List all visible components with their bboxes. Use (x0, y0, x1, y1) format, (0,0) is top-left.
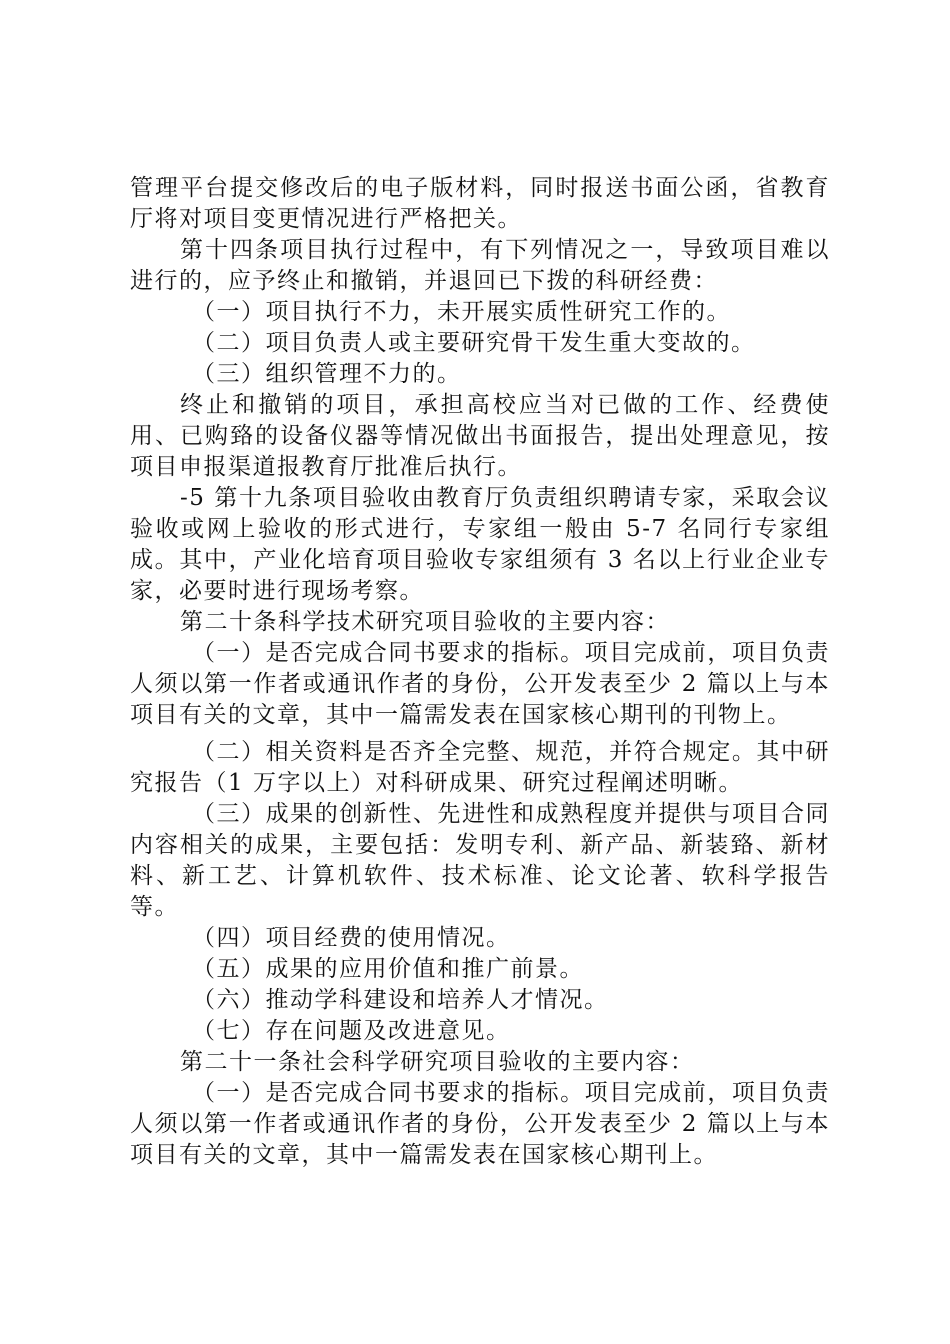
list-item-a20-3: （三）成果的创新性、先进性和成熟程度并提供与项目合同内容相关的成果，主要包括：发明专利、新产品、新装臵、新材料、新工艺、计算机软件、技术标准、论文论著、软科学报告等。 (130, 801, 830, 920)
paragraph-article-20: 第二十条科学技术研究项目验收的主要内容： (180, 609, 670, 635)
list-item-1: （一）项目执行不力，未开展实质性研究工作的。 (192, 299, 731, 325)
list-item-a20-6: （六）推动学科建设和培养人才情况。 (192, 987, 609, 1013)
list-item-a20-4: （四）项目经费的使用情况。 (192, 925, 511, 951)
paragraph-article-19: -5 第十九条项目验收由教育厅负责组织聘请专家，采取会议验收或网上验收的形式进行，专家组一般由 5-7 名同行专家组成。其中，产业化培育项目验收专家组须有 3 名以上行业企业专家，必要时进行现场考察。 (130, 485, 830, 604)
document-body (130, 173, 830, 1171)
list-item-a20-1: （一）是否完成合同书要求的指标。项目完成前，项目负责人须以第一作者或通讯作者的身份，公开发表至少 2 篇以上与本项目有关的文章，其中一篇需发表在国家核心期刊的刊物上。 (130, 640, 830, 728)
paragraph-article-14: 第十四条项目执行过程中，有下列情况之一，导致项目难以进行的，应予终止和撤销，并退回已下拨的科研经费： (130, 237, 830, 294)
paragraph-article-21: 第二十一条社会科学研究项目验收的主要内容： (180, 1049, 695, 1075)
list-item-a20-2: （二）相关资料是否齐全完整、规范，并符合规定。其中研究报告（1 万字以上）对科研成果、研究过程阐述明晰。 (130, 739, 830, 796)
list-item-2: （二）项目负责人或主要研究骨干发生重大变故的。 (192, 330, 756, 356)
list-item-3: （三）组织管理不力的。 (192, 361, 462, 387)
list-item-a21-1: （一）是否完成合同书要求的指标。项目完成前，项目负责人须以第一作者或通讯作者的身份，公开发表至少 2 篇以上与本项目有关的文章，其中一篇需发表在国家核心期刊上。 (130, 1080, 830, 1168)
list-item-a20-5: （五）成果的应用价值和推广前景。 (192, 956, 584, 982)
list-item-a20-7: （七）存在问题及改进意见。 (192, 1018, 511, 1044)
paragraph-continuation: 管理平台提交修改后的电子版材料，同时报送书面公函，省教育厅将对项目变更情况进行严格把关。 (130, 175, 830, 232)
paragraph-termination: 终止和撤销的项目，承担高校应当对已做的工作、经费使用、已购臵的设备仪器等情况做出书面报告，提出处理意见，按项目申报渠道报教育厅批准后执行。 (130, 392, 830, 480)
